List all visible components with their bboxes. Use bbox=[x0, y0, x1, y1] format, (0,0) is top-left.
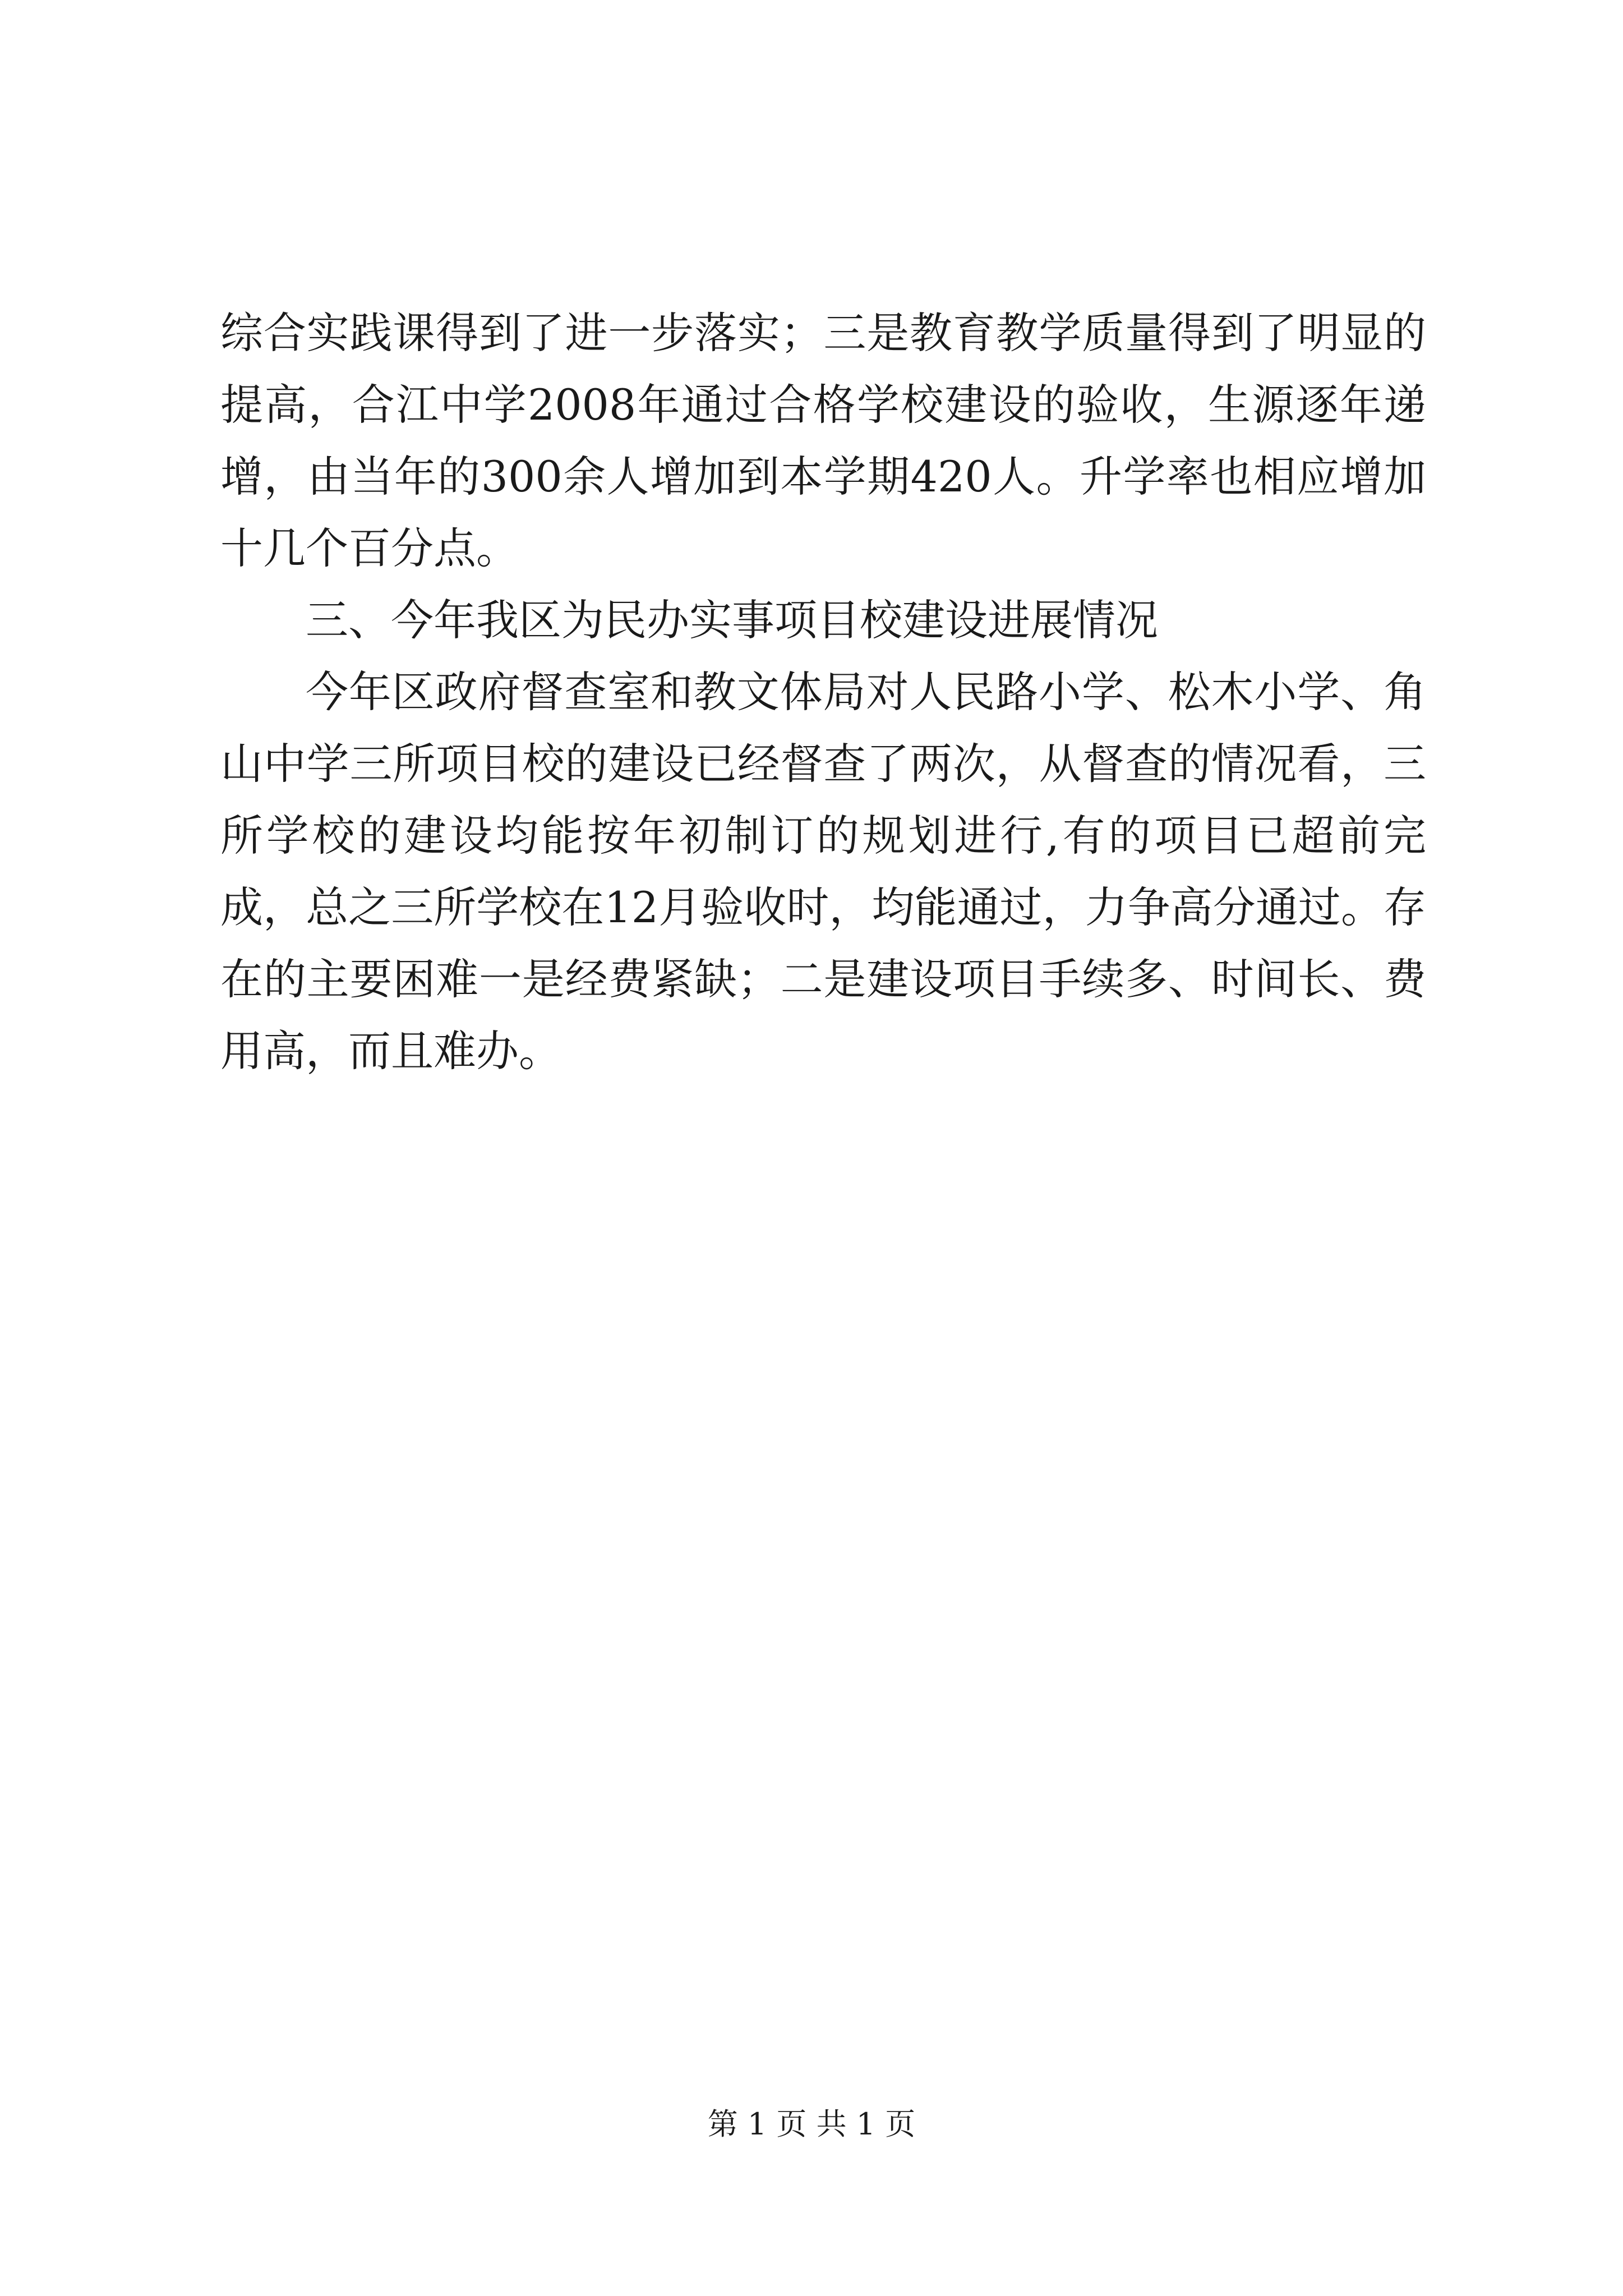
paragraph-body: 今年区政府督查室和教文体局对人民路小学、松木小学、角山中学三所项目校的建设已经督查了两次，从督查的情况看，三所学校的建设均能按年初制订的规划进行,有的项目已超前完成，总之三所学校在12月验收时，均能通过，力争高分通过。存在的主要困难一是经费紧缺；二是建设项目手续多、时间长、费用高，而且难办。 bbox=[220, 667, 1426, 1076]
paragraph-continuation: 综合实践课得到了进一步落实；三是教育教学质量得到了明显的提高，合江中学2008年通过合格学校建设的验收，生源逐年递增，由当年的300余人增加到本学期420人。升学率也相应增加十几个百分点。 bbox=[220, 308, 1426, 573]
page-footer: 第 1 页 共 1 页 bbox=[707, 2106, 916, 2142]
section-heading: 三、今年我区为民办实事项目校建设进展情况 bbox=[306, 595, 1158, 645]
document-body bbox=[220, 297, 1426, 1087]
